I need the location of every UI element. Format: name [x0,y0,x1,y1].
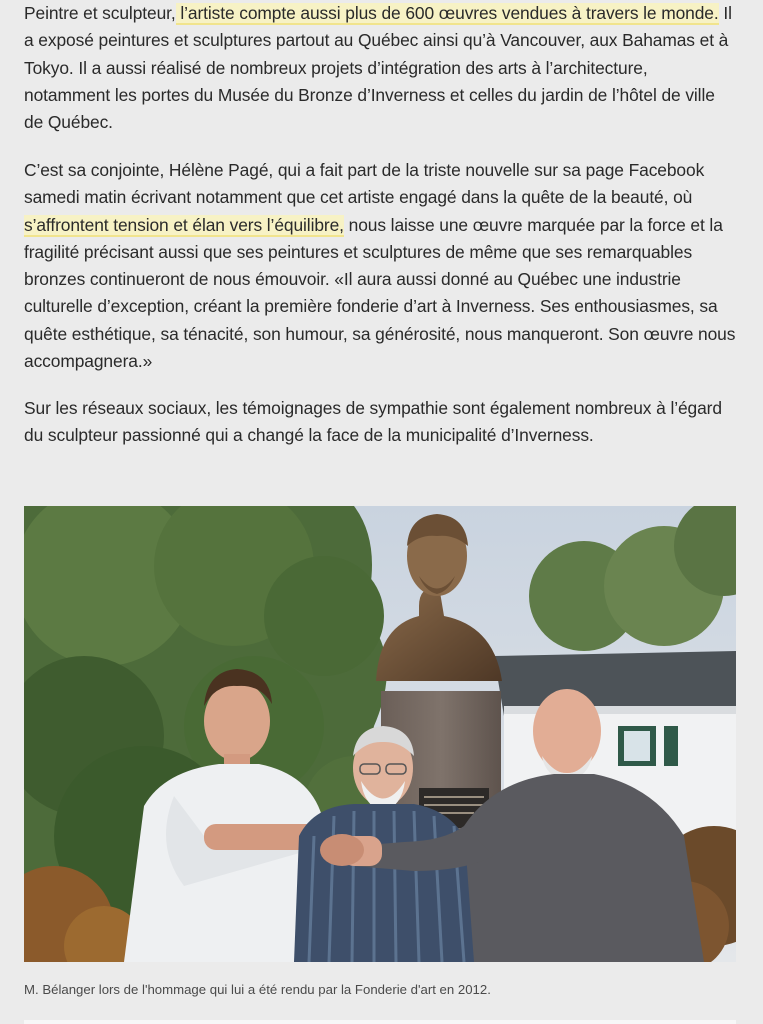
paragraph-1-text-end: Il a exposé peintures et sculptures partout au Québec ainsi qu’à Vancouver, aux Bahamas et à Tokyo. Il a aussi réalisé de nombreux projets d’intégration des arts à l’architecture, notamment les portes du Musée du Bronze d’Inverness et celles du jardin de l’hôtel de ville de Québec. [24,3,732,133]
paragraph-2-text-end: nous laisse une œuvre marquée par la force et la fragilité précisant aussi que ses peintures et sculptures de même que ses remarquables bronzes continueront de nous émouvoir. «Il aura aussi donné au Québec une industrie culturelle d’exception, créant la première fonderie d’art à Inverness. Ses enthousiasmes, sa quête esthétique, sa ténacité, son humour, sa générosité, nous manqueront. Son œuvre nous accompagnera.» [24,214,736,372]
highlighted-quote-2: s’affrontent tension et élan vers l’équilibre, [24,214,344,235]
paragraph-1-text-start: Peintre et sculpteur, [24,3,176,23]
divider [24,1020,736,1024]
article-paragraph-2 [24,157,736,375]
article-paragraph-1 [24,0,736,136]
article-paragraph-3: Sur les réseaux sociaux, les témoignages de sympathie sont également nombreux à l’égard du sculpteur passionné qui a changé la face de la municipalité d’Inverness. [24,398,722,446]
highlighted-quote-1: l’artiste compte aussi plus de 600 œuvres vendues à travers le monde. [175,3,719,23]
photo-caption: M. Bélanger lors de l'hommage qui lui a été rendu par la Fonderie d'art en 2012. [24,982,491,997]
paragraph-2-text-start: C’est sa conjointe, Hélène Pagé, qui a fait part de la triste nouvelle sur sa page Facebook samedi matin écrivant notamment que cet artiste engagé dans la quête de la beauté, où [24,160,705,208]
article-photo [24,506,736,962]
photo-illustration [24,506,736,962]
